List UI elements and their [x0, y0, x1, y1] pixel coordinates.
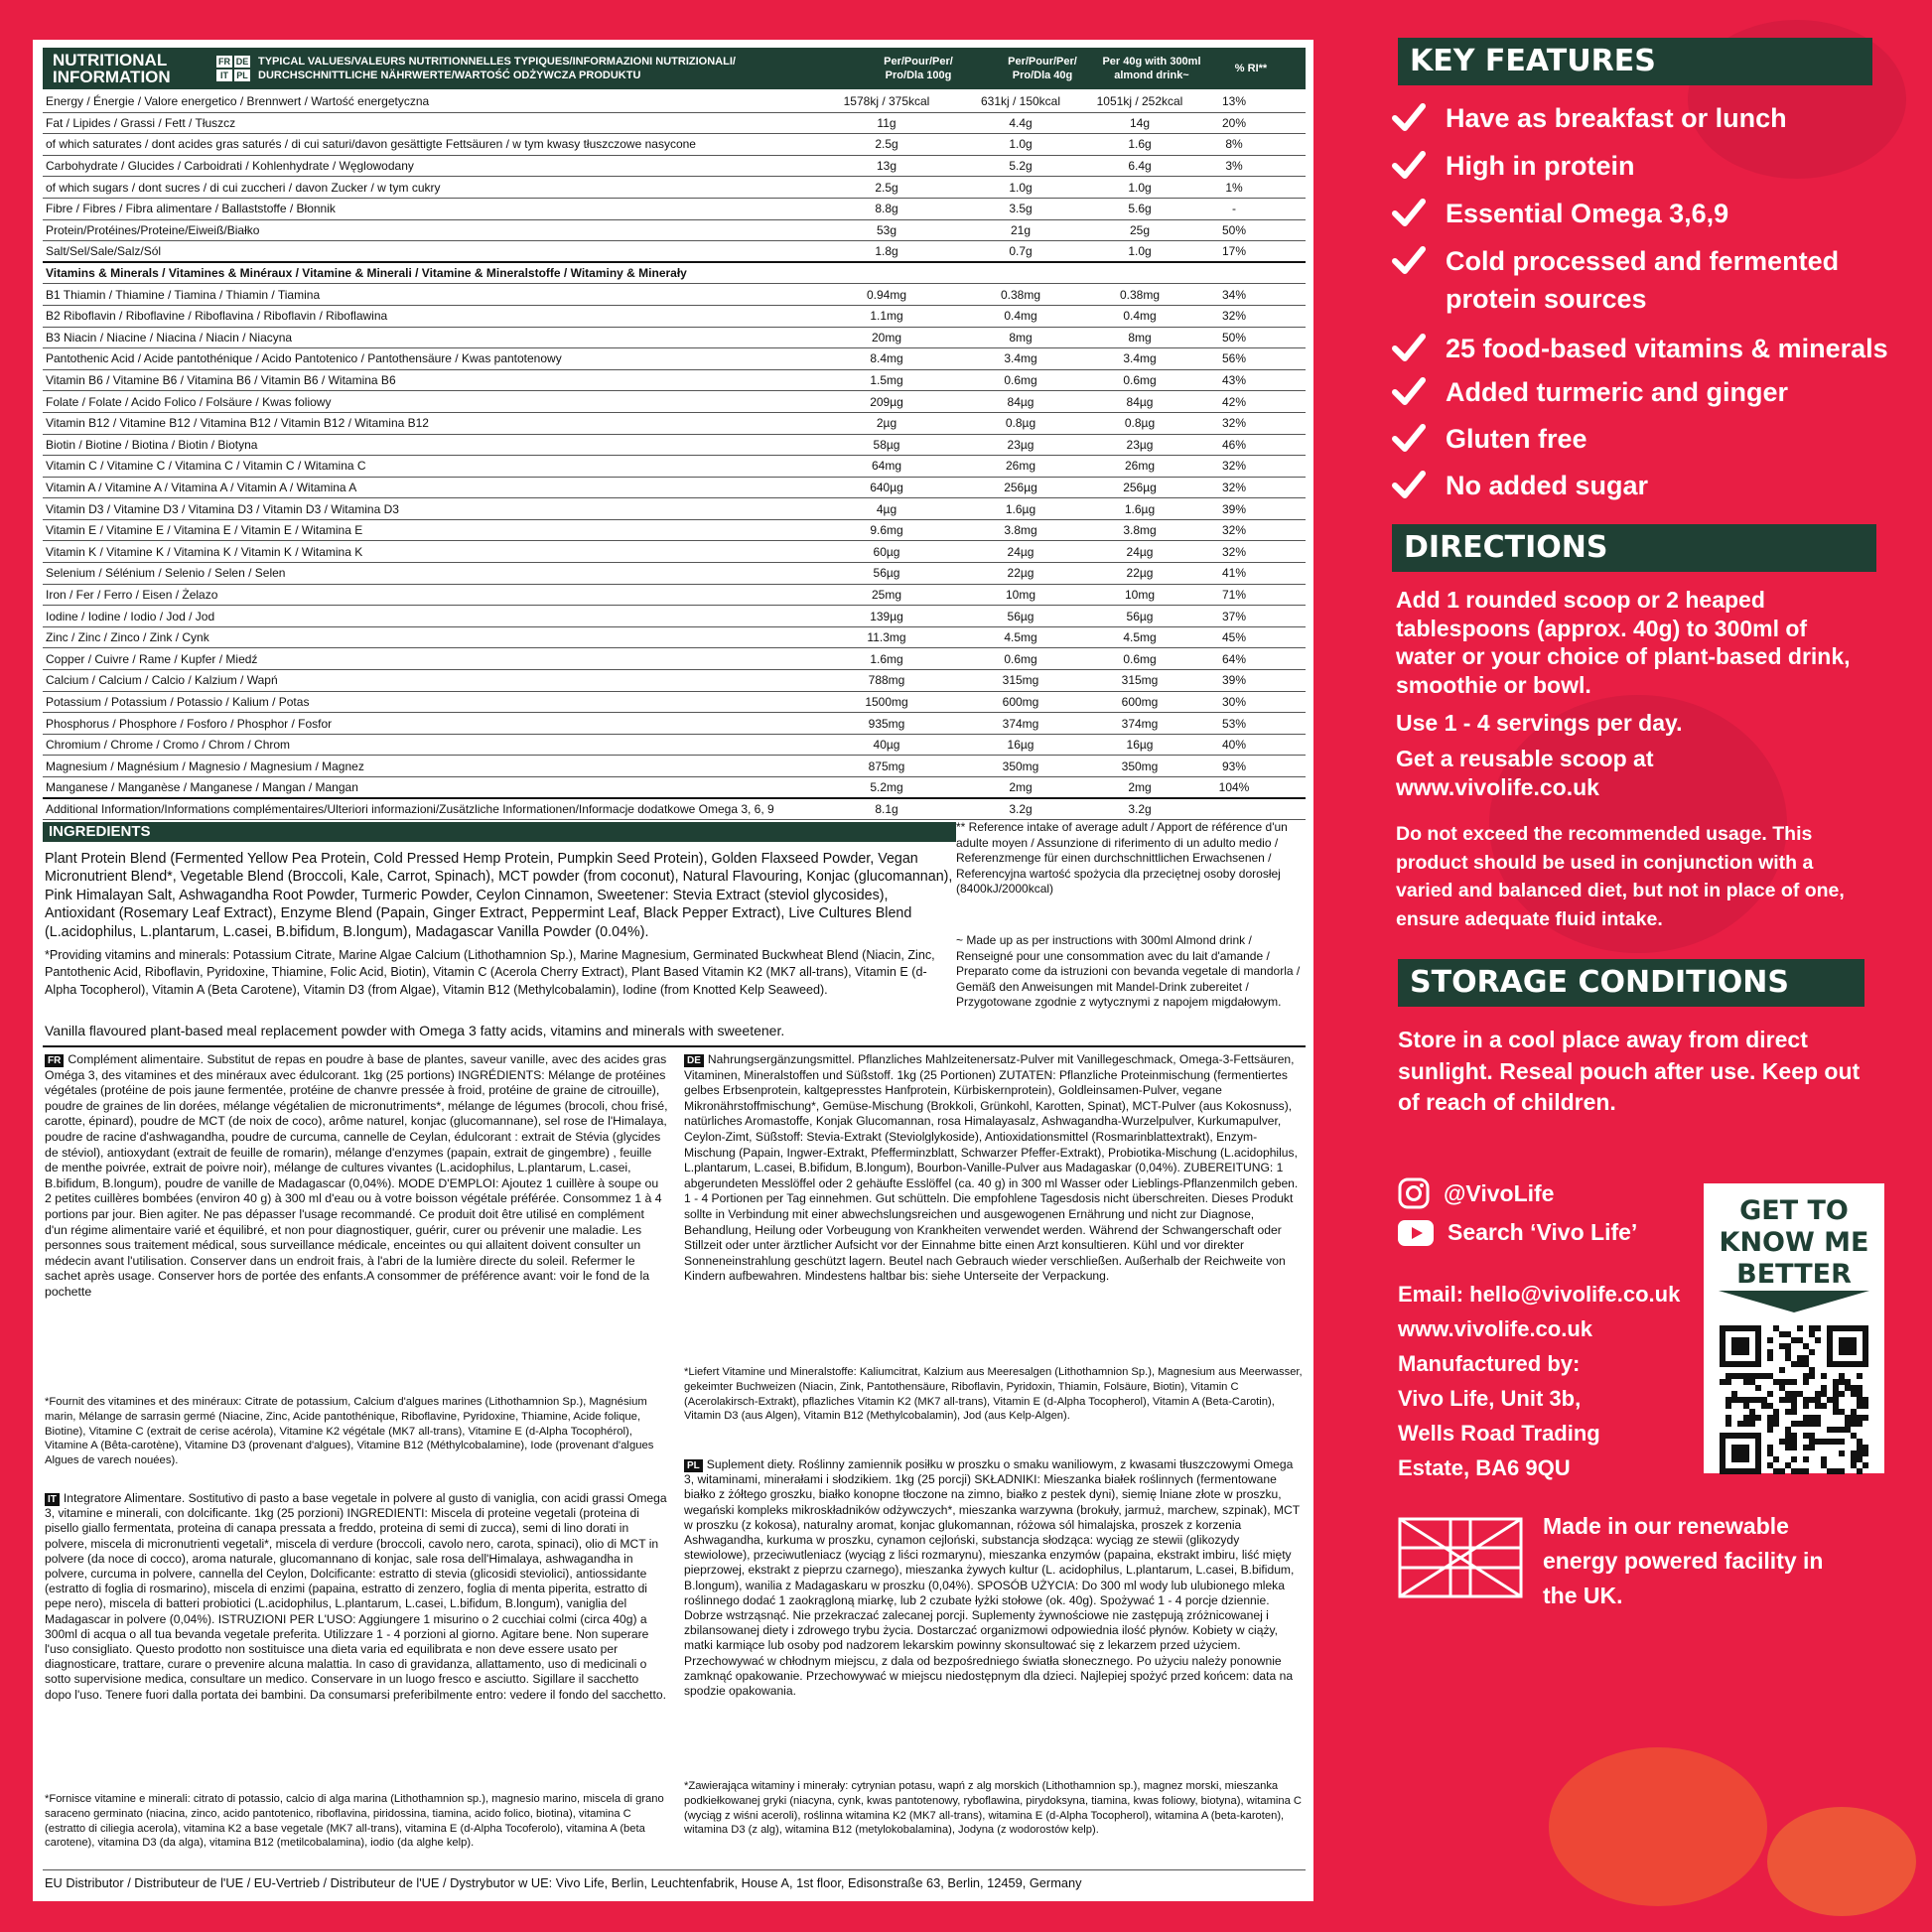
nutrient-value: 0.8µg [1005, 416, 1036, 431]
union-jack-icon [1398, 1517, 1523, 1598]
contact-block [1398, 1277, 1680, 1485]
nutrient-value: - [1232, 202, 1236, 216]
nutrient-value: 1500mg [865, 694, 908, 709]
german-section: DE Nahrungsergänzungsmittel. Pflanzliches Mahlzeitenersatz-Pulver mit Vanillegeschmack, Omega-3-Fettsäuren, Vitaminen, Mineralstoffen und Süßstoff. 1kg (25 Portionen) ZUTATEN: Pflanzliche Proteinmischung (fermentiertes gelbes Erbsenprotein, kaltgepresstes Hanfprotein, Kürbiskernprotein), Goldleinsamen-Pulver, vegane Mikronährstoffmischung*, Gemüse-Mischung (Brokkoli, Grünkohl, Karotten, Spinat), MCT-Pulver (aus Kokosnuss), natürliches Aromastoffe, Konjak Glucomannan, rosa Himalayasalz, Ashwagandha-Wurzelpulver, Kurkumapulver, Ceylon-Zimt, Süßstoff: Stevia-Extrakt (Steviolglykoside), Antioxidationsmittel (Rosmarinblattextrakt), Enzym-Mischung (Papain, Ingwer-Extrakt, Pfefferminzblatt, Schwarzer Pfeffer-Extrakt), Probiotika-Mischung (L.acidophilus, L.plantarum, L.casei, B.bifidum, B.longum), Bourbon-Vanille-Pulver aus Madagaskar (0,04%). ZUBEREITUNG: 1 abgerundeten Messlöffel oder 2 gehäufte Esslöffel (ca. 40 g) in 300 ml Wasser oder Lieblings-Pflanzenmilch geben. 1 - 4 Portionen per Tag einnehmen. Gut schütteln. Die empfohlene Tagesdosis nicht überschreiten. Dieses Produkt sollte in Verbindung mit einer abwechslungsreichen und ausgewogenen Ernährung und nicht zur Diagnose, Behandlung, Heilung oder Vorbeugung von Krankheiten verwendet werden. Während der Schwangerschaft oder Stillzeit oder unter ärztlicher Aufsicht vor der Einnahme bitte einen Arzt konsultieren. Kühl und vor direkter Sonneneinstrahlung geschützt lagern. Beutel nach Gebrauch wieder verschließen. Außerhalb der Reichweite von Kindern aufbewahren. Mindestens haltbar bis: siehe Unterseite der Verpackung. [684, 1052, 1299, 1284]
nutrient-value: 600mg [1121, 694, 1159, 709]
made-in-uk-text: Made in our renewable energy powered facility in the UK. [1543, 1513, 1824, 1608]
col-header-ri: % RI** [1234, 63, 1268, 74]
lang-pl: PL [234, 69, 250, 81]
nutrient-value: 43% [1221, 373, 1247, 388]
nutrient-value: 3% [1225, 159, 1243, 174]
nutrient-label: Magnesium / Magnésium / Magnesio / Magnesium / Magnez [46, 759, 364, 773]
nutrient-value: 56% [1221, 351, 1247, 366]
nutrition-title: NUTRITIONAL INFORMATION [53, 51, 171, 86]
nutrient-value: 64mg [871, 459, 902, 474]
servings-text: Use 1 - 4 servings per day. [1396, 710, 1683, 736]
nutrition-row [43, 306, 1306, 328]
nutrient-value: 17% [1221, 243, 1247, 258]
nutrient-value: 5.6g [1128, 202, 1152, 216]
nutrition-row [43, 670, 1306, 692]
nutrient-value: 30% [1221, 694, 1247, 709]
youtube-icon [1398, 1220, 1434, 1246]
directions-heading: DIRECTIONS [1392, 524, 1876, 572]
nutrition-row [43, 756, 1306, 777]
nutrient-label: Calcium / Calcium / Calcio / Kalzium / Wapń [46, 673, 278, 688]
check-icon [1392, 471, 1426, 500]
nutrient-value: 24µg [1126, 544, 1154, 559]
nutrition-row [43, 692, 1306, 714]
vanilla-description: Vanilla flavoured plant-based meal replacement powder with Omega 3 fatty acids, vitamins and minerals with sweetener. [45, 1023, 785, 1038]
nutrient-label: Selenium / Sélénium / Selenio / Selen / Selen [46, 566, 286, 581]
nutrition-row [43, 263, 1306, 285]
nutrient-value: 0.6mg [1123, 373, 1157, 388]
nutrient-value: 1.6g [1128, 137, 1152, 152]
nutrient-label: Fat / Lipides / Grassi / Fett / Tłuszcz [46, 115, 236, 130]
nutrition-row [43, 606, 1306, 627]
background-splash [1767, 1807, 1916, 1916]
nutrient-value: 8.8g [875, 202, 898, 216]
directions-text: Add 1 rounded scoop or 2 heaped tablespoons (approx. 40g) to 300ml of water or your choice of plant-based drink, smoothie or bowl. [1396, 587, 1851, 698]
nutrition-row [43, 391, 1306, 413]
nutrient-value: 14g [1129, 115, 1151, 130]
nutrient-label: Vitamin B6 / Vitamine B6 / Vitamina B6 / Vitamin B6 / Witamina B6 [46, 373, 396, 388]
lang-de: DE [235, 57, 249, 67]
german-providing: *Liefert Vitamine und Mineralstoffe: Kaliumcitrat, Kalzium aus Meeresalgen (Lithothamnion Sp.), Magnesium aus Meerwasser, gekeimter Buchweizen (Niacin, Zink, Pantothensäure, Riboflavin, Pyridoxin, Thiamin, Folsäure, Biotin), Vitamin C (Acerolakirsch-Extrakt), pflazliches Vitamin K2 (MK7 all-trans), Vitamin E (d-Alpha Tocopherol), Vitamin A (Beta-Carotin), Vitamin D3 (aus Algen), Vitamin B12 (Methylcobalamin), Jod (aus Kelp-Algen). [684, 1366, 1303, 1423]
nutrient-value: 640µg [870, 480, 903, 494]
nutrient-value: 1.6µg [1124, 501, 1156, 516]
nutrient-value: 40µg [873, 738, 900, 753]
nutrient-value: 631kj / 150kcal [980, 94, 1061, 109]
nutrient-value: 1% [1225, 180, 1243, 195]
nutrient-value: 37% [1221, 609, 1247, 623]
scoop-text: Get a reusable scoop at www.vivolife.co.uk [1396, 746, 1654, 800]
nutrient-value: 3.4mg [1004, 351, 1037, 366]
manufactured-by: Manufactured by: [1398, 1351, 1581, 1376]
nutrient-label: B3 Niacin / Niacine / Niacina / Niacin / Niacyna [46, 330, 293, 345]
nutrition-row [43, 199, 1306, 220]
address-line: Wells Road Trading [1398, 1421, 1600, 1446]
key-feature-label: Cold processed and fermented protein sources [1446, 246, 1840, 314]
nutrient-value: 39% [1221, 501, 1247, 516]
nutrient-value: 256µg [1123, 480, 1157, 494]
nutrition-row [43, 478, 1306, 499]
almond-drink-note: ~ Made up as per instructions with 300ml Almond drink / Renseigné pour une consommation avec du lait d'amande / Preparato come da istruzioni con bevanda vegetale di mandorla / Gemäß den Anweisungen mit Mandel-Drink zubereitet / Przygotowane zgodnie z wytycznymi z napojem migdałowym. [956, 933, 1301, 1009]
nutrient-value: 8.1g [875, 801, 898, 816]
nutrition-row [43, 348, 1306, 370]
nutrition-row [43, 370, 1306, 392]
key-feature-item [1392, 99, 1888, 137]
col-header-100g: Per/Pour/Per/ Pro/Dla 100g [884, 56, 953, 81]
nutrient-value: 8mg [1128, 330, 1152, 345]
nutrient-value: 1051kj / 252kcal [1096, 94, 1183, 109]
nutrient-label: Copper / Cuivre / Rame / Kupfer / Miedź [46, 651, 258, 666]
lang-tag-it: IT [45, 1493, 60, 1506]
nutrition-row [43, 799, 1306, 821]
nutrient-label: Vitamin E / Vitamine E / Vitamina E / Vitamin E / Witamina E [46, 523, 363, 538]
nutrient-value: 84µg [1126, 394, 1154, 409]
nutrient-value: 42% [1221, 394, 1247, 409]
qr-card[interactable] [1704, 1183, 1884, 1473]
key-feature-item [1392, 467, 1888, 504]
nutrition-row [43, 284, 1306, 306]
nutrition-row [43, 113, 1306, 135]
nutrient-value: 53% [1221, 716, 1247, 731]
storage-heading: STORAGE CONDITIONS [1398, 959, 1864, 1007]
nutrient-value: 4µg [876, 501, 897, 516]
key-feature-label: Gluten free [1446, 424, 1587, 454]
nutrient-value: 374mg [1002, 716, 1039, 731]
nutrient-value: 46% [1221, 437, 1247, 452]
nutrient-value: 2mg [1128, 779, 1152, 794]
key-feature-label: Added turmeric and ginger [1446, 377, 1789, 407]
nutrient-value: 26mg [1005, 459, 1036, 474]
nutrient-label: B1 Thiamin / Thiamine / Tiamina / Thiamin / Tiamina [46, 287, 321, 302]
nutrient-value: 256µg [1004, 480, 1037, 494]
nutrient-value: 1.0g [1009, 180, 1033, 195]
nutrient-value: 45% [1221, 630, 1247, 645]
made-in-uk [1398, 1509, 1841, 1613]
nutrient-value: 10mg [1005, 587, 1036, 602]
check-icon [1392, 151, 1426, 181]
nutrition-header [43, 48, 1306, 89]
nutrient-value: 1.1mg [870, 309, 903, 324]
storage-text: Store in a cool place away from direct sunlight. Reseal pouch after use. Keep out of reach of children. [1398, 1027, 1861, 1115]
nutrient-value: 3.2g [1009, 801, 1033, 816]
nutrition-row [43, 241, 1306, 263]
nutrient-value: 139µg [870, 609, 903, 623]
check-icon [1392, 199, 1426, 228]
key-feature-item [1392, 373, 1888, 411]
nutrient-label: Salt/Sel/Sale/Salz/Sól [46, 243, 162, 258]
nutrient-value: 2µg [876, 416, 897, 431]
nutrient-value: 788mg [868, 673, 905, 688]
nutrient-value: 600mg [1002, 694, 1039, 709]
nutrient-value: 6.4g [1128, 159, 1152, 174]
key-feature-item [1392, 147, 1888, 185]
nutrient-value: 3.2g [1128, 801, 1152, 816]
nutrition-row [43, 498, 1306, 520]
nutrition-row [43, 134, 1306, 156]
nutrient-value: 5.2mg [870, 779, 903, 794]
polish-providing: *Zawierająca witaminy i minerały: cytrynian potasu, wapń z alg morskich (Lithothamnion sp.), magnez morski, mieszanka podkiełkowanej gryki (niacyna, cynk, kwas pantotenowy, ryboflawina, pirydoksyna, tiamina, kwas foliowy, biotyna), witamina C (wyciąg z wiśni aceroli), roślinna witamina K2 (MK7 all-trans), witamina E (d-Alpha Tocopherol), witamina A (beta-karoten), witamina D3 (z alg), witamina B12 (metylokobalamina), Jodyna (z wodorostów kelp). [684, 1780, 1303, 1837]
nutrient-value: 315mg [1121, 673, 1159, 688]
nutrient-label: Additional Information/Informations complémentaires/Ulteriori informazioni/Zusätzliche Informationen/Informacje dodatkowe Omega 3, 6, 9 [46, 801, 774, 816]
nutrition-row [43, 177, 1306, 199]
key-feature-item [1392, 242, 1859, 318]
nutrient-value: 21g [1010, 222, 1032, 237]
nutrient-label: Protein/Protéines/Proteine/Eiweiß/Białko [46, 222, 260, 237]
nutrient-label: Iodine / Iodine / Iodio / Jod / Jod [46, 609, 215, 623]
nutrient-value: 1.0g [1128, 243, 1152, 258]
nutrient-value: 2.5g [875, 180, 898, 195]
lang-tag-pl: PL [684, 1459, 703, 1472]
nutrient-value: 350mg [1121, 759, 1159, 773]
italian-section: IT Integratore Alimentare. Sostitutivo di pasto a base vegetale in polvere al gusto di vaniglia, con acidi grassi Omega 3, vitamine e minerali, con dolcificante. 1kg (25 porzioni) INGREDIENTI: Miscela di proteine vegetali (proteina di pisello giallo fermentata, proteina di canapa pressata a freddo, proteina di semi di zucca), semi di lino dorati in polvere, miscela di micronutrienti vegetali*, miscela di verdure (broccoli, cavolo nero, carota, spinaci), olio di MCT in polvere (da noce di cocco), aroma naturale, glucomannano di konjac, sale rosa dell'Himalaya, ashwagandha in polvere, curcuma in polvere, cannella del Ceylon, Dolcificante: estratto di stevia (glicosidi steviolici), antiossidante (estratto di foglia di rosmarino), miscela di enzimi (papaina, estratto di zenzero, foglia di menta piperita, estratto di pepe nero), miscela di batteri probiotici (L.acidophilus, L.plantarum, L.casei, L.bifidum, B.longum), vaniglia del Madagascar in polvere (0,04%). ISTRUZIONI PER L'USO: Aggiungere 1 misurino o 2 cucchiai colmi (circa 40g) a 300ml di acqua o all tua bevanda vegetale preferita. Utilizzare 1 - 4 porzioni al giorno. Agitare bene. Non superare l'uso consigliato. Questo prodotto non sostituisce una dieta varia ed equilibrata e non deve essere usato per diagnosticare, trattare, curare o prevenire alcuna malattia. In caso di gravidanza, allattamento, uso di medicinali o sotto supervisione medica, consultare un medico. Conservare in un luogo fresco e asciutto. Sigillare il sacchetto dopo l'uso. Tenere fuori dalla portata dei bambini. Da consumarsi preferibilmente entro: vedere il fondo del sacchetto. [45, 1491, 667, 1702]
nutrient-value: 56µg [1126, 609, 1154, 623]
key-feature-item [1392, 420, 1888, 458]
nutrient-value: 0.38mg [1000, 287, 1041, 302]
col-header-40g-almond: Per 40g with 300ml almond drink~ [1102, 56, 1201, 81]
address-line: Vivo Life, Unit 3b, [1398, 1386, 1582, 1411]
nutrient-value: 4.5mg [1004, 630, 1037, 645]
nutrition-row [43, 541, 1306, 563]
nutrition-row [43, 627, 1306, 649]
nutrient-value: 20mg [871, 330, 902, 345]
providing-text: *Providing vitamins and minerals: Potassium Citrate, Marine Algae Calcium (Lithothamnion Sp.), Marine Magnesium, Germinated Buckwheat Blend (Niacin, Zinc, Pantothenic Acid, Riboflavin, Pyridoxine, Thiamine, Folic Acid, Biotin), Vitamin C (Acerola Cherry Extract), Plant Based Vitamin K2 (MK7 all-trans), Vitamin E (d-Alpha Tocopherol), Vitamin A (Beta Carotene), Vitamin D3 (from Algae), Vitamin B12 (Methylcobalamin), Iodine (from Knotted Kelp Seaweed). [45, 948, 935, 997]
nutrient-label: Energy / Énergie / Valore energetico / Brennwert / Wartość energetyczna [46, 94, 430, 109]
nutrient-value: 8% [1225, 137, 1243, 152]
nutrient-value: 41% [1221, 566, 1247, 581]
nutrient-value: 0.4mg [1004, 309, 1037, 324]
nutrient-value: 32% [1221, 309, 1247, 324]
email-link[interactable]: Email: hello@vivolife.co.uk [1398, 1282, 1681, 1307]
nutrient-value: 4.4g [1009, 115, 1033, 130]
nutrition-row [43, 456, 1306, 478]
language-flags [216, 56, 250, 81]
ingredients-heading: INGREDIENTS [43, 822, 956, 842]
nutrition-row [43, 777, 1306, 799]
key-feature-label: Have as breakfast or lunch [1446, 103, 1787, 133]
nutrient-value: 11.3mg [867, 630, 906, 645]
nutrient-value: 0.38mg [1119, 287, 1161, 302]
nutrient-value: 23µg [1007, 437, 1035, 452]
french-section: FR Complément alimentaire. Substitut de repas en poudre à base de plantes, saveur vanille, avec des acides gras Oméga 3, des vitamines et des minéraux avec édulcorant. 1kg (25 portions) INGRÉDIENTS: Mélange de protéines végétales (protéine de pois jaune fermentée, protéine de chanvre pressée à froid, protéine de graine de citrouille), poudre de graines de lin dorées, mélange végétalien de micronutriments*, mélange de légumes (brocoli, chou frisé, carotte, épinard), poudre de MCT (de noix de coco), arôme naturel, konjac (glucomannane), sel rose de l'Himalaya, poudre de racine d'ashwagandha, poudre de curcuma, cannelle de Ceylan, édulcorant : extrait de Stévia (glycides de stéviol), antioxydant (extrait de feuille de romarin), mélange d'enzymes (papain, extrait de gingembre) , feuille de menthe poivrée, extrait de poivre noir), mélange de cultures vivantes (L.acidophilus, L.plantarum, L.casei, B.bifidum, B.longum), poudre de vanille de Madagascar (0,04%). MODE D'EMPLOI: Ajoutez 1 cuillère à soupe ou 2 petites cuillères bombées (environ 40 g) à 300 ml d'eau ou à votre boisson végétale préférée. Consommez 1 à 4 portions par jour. Bien agiter. Ne pas dépasser l'usage recommandé. Ce produit doit être utilisé en complément d'un régime alimentaire varié et équilibré, et non pour diagnostiquer, guérir, curer ou prévenir une maladie. Les personnes sous traitement médical, sous surveillance médicale, enceintes ou qui allaitent doivent consulter un médecin avant l'utilisation. Conserver dans un endroit frais, à l'abri de la lumière directe du soleil. Refermer le sachet après usage. Conserver hors de portée des enfants.A consommer de préférence avant: voir le fond de la pochette [45, 1052, 668, 1299]
typical-values-heading: TYPICAL VALUES/VALEURS NUTRITIONNELLES TYPIQUES/INFORMAZIONI NUTRIZIONALI/ DURCHSCHNITTLICHE NÄHRWERTE/WARTOŚĆ ODŻYWCZA PRODUKTU [258, 56, 736, 81]
nutrient-value: 64% [1221, 651, 1247, 666]
arrow-down-icon [1719, 1291, 1869, 1312]
nutrient-value: 104% [1218, 779, 1250, 794]
nutrient-value: 26mg [1124, 459, 1156, 474]
nutrient-value: 0.6mg [1004, 651, 1037, 666]
nutrient-value: 32% [1221, 480, 1247, 494]
nutrient-label: Fibre / Fibres / Fibra alimentare / Ballaststoffe / Błonnik [46, 202, 336, 216]
nutrient-label: Vitamin A / Vitamine A / Vitamina A / Vitamin A / Witamina A [46, 480, 357, 494]
usage-warning: Do not exceed the recommended usage. This product should be used in conjunction with a varied and balanced diet, but not in place of one, ensure adequate fluid intake. [1396, 823, 1845, 930]
nutrient-value: 10mg [1124, 587, 1156, 602]
nutrient-label: Vitamins & Minerals / Vitamines & Minéraux / Vitamine & Minerali / Vitamine & Mineralstoffe / Witaminy & Minerały [46, 266, 687, 281]
nutrient-value: 53g [876, 222, 897, 237]
nutrition-row [43, 563, 1306, 585]
nutrient-value: 1.0g [1128, 180, 1152, 195]
french-providing: *Fournit des vitamines et des minéraux: Citrate de potassium, Calcium d'algues marines (Lithothamnion Sp.), Magnésium marin, Mélange de sarrasin germé (Niacine, Zinc, Acide pantothénique, Riboflavine, Pyridoxine, Thiamine, Acide folique, Biotine), Vitamine C (extrait de cerise acérola), Vitamine K2 végétale (MK7 all-trans), Vitamine E (d-Alpha Tocophérol), Vitamine A (Bêta-carotène), Vitamine D3 (provenant d'algues), Vitamine B12 (Méthylcobalamine), Iode (provenant d'algues Algues de varech nouées). [45, 1396, 654, 1467]
youtube-link[interactable]: Search ‘Vivo Life’ [1398, 1219, 1637, 1246]
key-feature-label: High in protein [1446, 151, 1635, 181]
nutrient-value: 32% [1221, 416, 1247, 431]
nutrient-value: 32% [1221, 523, 1247, 538]
check-icon [1392, 424, 1426, 454]
instagram-icon [1398, 1177, 1430, 1209]
check-icon [1392, 103, 1426, 133]
eu-distributor: EU Distributor / Distributeur de l'UE / EU-Vertrieb / Distributeur de l'UE / Dystrybutor w UE: Vivo Life, Berlin, Leuchtenfabrik, House A, 1st floor, Edisonstraße 63, Berlin, 12459, Germany [45, 1875, 1082, 1890]
nutrient-label: of which sugars / dont sucres / di cui zuccheri / davon Zucker / w tym cukry [46, 180, 441, 195]
nutrition-row [43, 220, 1306, 242]
nutrient-value: 56µg [873, 566, 900, 581]
nutrient-label: Chromium / Chrome / Cromo / Chrom / Chrom [46, 738, 291, 753]
italian-providing: *Fornisce vitamine e minerali: citrato di potassio, calcio di alga marina (Lithothamnion sp.), magnesio marino, miscela di grano saraceno germinato (niacina, zinco, acido pantotenico, riboflavina, piridossina, tiamina, acido folico, biotina), vitamina C (estratto di ciliegia acerola), vitamina K2 a base vegetale (MK7 all-trans), vitamina E (d-Alpha Tocoferolo), vitamina A (beta carotene), vitamina D3 (da alga), vitamina B12 (metilcobalamina), iodio (da alghe kelp). [45, 1793, 664, 1850]
nutrient-value: 50% [1221, 330, 1247, 345]
nutrition-row [43, 435, 1306, 457]
nutrient-value: 39% [1221, 673, 1247, 688]
nutrient-label: Manganese / Manganèse / Manganese / Mangan / Mangan [46, 779, 358, 794]
nutrient-value: 0.8µg [1124, 416, 1156, 431]
nutrient-value: 23µg [1126, 437, 1154, 452]
nutrient-value: 5.2g [1009, 159, 1033, 174]
reference-intake-note: ** Reference intake of average adult / Apport de référence d'un adulte moyen / Assunzione di riferimento di un adulto medio / Referenzmenge für einen durchschnittlichen Erwachsenen / Referencyjna wartość spożycia dla przeciętnej osoby dorosłej (8400kJ/2000kcal) [956, 820, 1288, 896]
nutrient-value: 4.5mg [1123, 630, 1157, 645]
instagram-link[interactable]: @VivoLife [1398, 1177, 1554, 1209]
key-feature-label: No added sugar [1446, 471, 1649, 500]
nutrition-row [43, 91, 1306, 113]
nutrient-label: Phosphorus / Phosphore / Fosforo / Phosphor / Fosfor [46, 716, 333, 731]
nutrition-row [43, 520, 1306, 542]
nutrient-value: 16µg [1126, 738, 1154, 753]
divider [43, 1045, 1306, 1047]
nutrition-row [43, 713, 1306, 735]
nutrient-value: 71% [1221, 587, 1247, 602]
nutrient-label: of which saturates / dont acides gras saturés / di cui saturi/davon gesättigte Fettsäuren / w tym kwasy tłuszczowe nasycone [46, 137, 696, 152]
key-feature-label: 25 food-based vitamins & minerals [1446, 334, 1888, 363]
nutrient-value: 0.6mg [1123, 651, 1157, 666]
nutrient-label: Vitamin D3 / Vitamine D3 / Vitamina D3 / Vitamin D3 / Witamina D3 [46, 501, 399, 516]
polish-section: PL Suplement diety. Roślinny zamiennik posiłku w proszku o smaku waniliowym, z kwasami tłuszczowymi Omega 3, witaminami, minerałami i słodzikiem. 1kg (25 porcji) SKŁADNIKI: Mieszanka białek roślinnych (fermentowane białko z żółtego groszku, białko konopne tłoczone na zimno, białko z pestek dyni), siemię lniane złote w proszku, wegański kompleks mikroskładników odżywczych*, mieszanka warzywna (brokuły, jarmuż, marchew, szpinak), MCT w proszku (z kokosa), naturalny aromat, konjac glukomannan, różowa sól himalajska, proszek z korzenia Ashwagandha, kurkuma w proszku, cynamon cejloński, substancja słodząca: wyciąg ze stewii (glikozydy stewiolowe), przeciwutleniacz (wyciąg z liści rozmarynu), mieszanka enzymów (papaina, ekstrakt imbiru, liść mięty pieprzowej, ekstrakt z pieprzu czarnego), mieszanka żywych kultur (L. acidophilus, L.plantarum, L.casei, B.bifidum, B.longum), wanilia z Madagaskaru w proszku (0,04%). SPOSÓB UŻYCIA: Do 300 ml wody lub ulubionego mleka roślinnego dodać 1 zaokrągloną miarkę, lub 2 czubate łyżki stołowe (ok. 40g). Spożywać 1 - 4 porcje dziennie. Dobrze wstrząsnąć. Nie przekraczać zalecanej porcji. Suplementy żywnościowe nie zastępują zróżnicowanej i zbilansowanej diety i zdrowego trybu życia. Dostarczać organizmowi odpowiednia ilość płynów. Kobiety w ciąży, matki karmiące lub osoby pod nadzorem lekarskim powinny skonsultować się z lekarzem przed użyciem. Przechowywać w chłodnym miejscu, z dala od bezpośredniego światła słonecznego. Po użyciu należy ponownie zamknąć opakowanie. Przechowywać w miejscu niedostępnym dla dzieci. Najlepiej spożyć przed końcem: data na spodzie opakowania. [684, 1457, 1300, 1699]
nutrient-value: 32% [1221, 459, 1247, 474]
nutrient-value: 13g [876, 159, 897, 174]
nutrition-row [43, 735, 1306, 757]
nutrient-value: 32% [1221, 544, 1247, 559]
lang-tag-fr: FR [45, 1054, 64, 1067]
divider [43, 1869, 1306, 1870]
nutrient-value: 209µg [870, 394, 903, 409]
check-icon [1392, 334, 1426, 363]
nutrient-value: 3.8mg [1004, 523, 1037, 538]
nutrient-label: Iron / Fer / Ferro / Eisen / Żelazo [46, 587, 218, 602]
nutrient-value: 40% [1221, 738, 1247, 753]
nutrient-value: 0.94mg [866, 287, 907, 302]
nutrient-value: 24µg [1007, 544, 1035, 559]
nutrient-value: 34% [1221, 287, 1247, 302]
nutrient-value: 84µg [1007, 394, 1035, 409]
col-header-40g: Per/Pour/Per/ Pro/Dla 40g [1008, 56, 1077, 81]
nutrient-label: Vitamin K / Vitamine K / Vitamina K / Vitamin K / Witamina K [46, 544, 363, 559]
background-splash [1549, 1747, 1767, 1906]
nutrition-label-panel [33, 40, 1313, 1901]
lang-fr: FR [218, 57, 230, 67]
nutrition-row [43, 156, 1306, 178]
nutrition-row [43, 585, 1306, 607]
nutrient-value: 315mg [1002, 673, 1039, 688]
nutrient-value: 13% [1221, 94, 1247, 109]
nutrient-value: 0.7g [1009, 243, 1033, 258]
nutrient-label: Potassium / Potassium / Potassio / Kalium / Potas [46, 694, 310, 709]
nutrient-label: Carbohydrate / Glucides / Carboidrati / Kohlenhydrate / Węglowodany [46, 159, 414, 174]
nutrient-value: 2mg [1009, 779, 1033, 794]
nutrient-value: 25mg [871, 587, 902, 602]
nutrient-value: 3.8mg [1123, 523, 1157, 538]
nutrient-value: 1.8g [875, 243, 898, 258]
nutrient-value: 3.4mg [1123, 351, 1157, 366]
address-line: Estate, BA6 9QU [1398, 1455, 1571, 1480]
nutrient-value: 0.4mg [1123, 309, 1157, 324]
nutrient-value: 935mg [868, 716, 905, 731]
nutrient-value: 374mg [1121, 716, 1159, 731]
key-feature-label: Essential Omega 3,6,9 [1446, 199, 1729, 228]
nutrient-value: 1.6mg [870, 651, 903, 666]
key-feature-item [1392, 195, 1888, 232]
nutrient-value: 8.4mg [870, 351, 903, 366]
nutrient-value: 1.0g [1009, 137, 1033, 152]
nutrient-value: 93% [1221, 759, 1247, 773]
nutrient-value: 1.6µg [1005, 501, 1036, 516]
nutrient-value: 25g [1129, 222, 1151, 237]
nutrient-value: 350mg [1002, 759, 1039, 773]
nutrient-value: 58µg [873, 437, 900, 452]
nutrient-label: Biotin / Biotine / Biotina / Biotin / Biotyna [46, 437, 258, 452]
ingredients-text: Plant Protein Blend (Fermented Yellow Pea Protein, Cold Pressed Hemp Protein, Pumpkin Seed Protein), Golden Flaxseed Powder, Vegan Micronutrient Blend*, Vegetable Blend (Broccoli, Kale, Carrot, Spinach), MCT powder (from coconut), Natural Flavouring, Konjac (glucomannan), Pink Himalayan Salt, Ashwagandha Root Powder, Turmeric Powder, Ceylon Cinnamon, Sweetener: Stevia Extract (steviol glycosides), Antioxidant (Rosemary Leaf Extract), Enzyme Blend (Papain, Ginger Extract, Peppermint Leaf, Black Pepper Extract), Live Cultures Blend (L.acidophilus, L.plantarum, L.casei, B.bifidum, B.longum), Madagascar Vanilla Powder (0.04%). [45, 851, 953, 940]
nutrition-row [43, 328, 1306, 349]
nutrition-row [43, 413, 1306, 435]
lang-it: IT [216, 69, 232, 81]
nutrient-label: Vitamin B12 / Vitamine B12 / Vitamina B12 / Vitamin B12 / Witamina B12 [46, 416, 429, 431]
nutrient-value: 50% [1221, 222, 1247, 237]
nutrient-value: 56µg [1007, 609, 1035, 623]
lang-tag-de: DE [684, 1054, 704, 1067]
qr-code-icon [1720, 1325, 1868, 1474]
nutrient-value: 1.5mg [870, 373, 903, 388]
nutrient-label: B2 Riboflavin / Riboflavine / Riboflavina / Riboflavin / Riboflawina [46, 309, 388, 324]
nutrient-value: 0.6mg [1004, 373, 1037, 388]
website-link[interactable]: www.vivolife.co.uk [1398, 1316, 1593, 1341]
check-icon [1392, 377, 1426, 407]
nutrient-value: 22µg [1126, 566, 1154, 581]
nutrient-label: Vitamin C / Vitamine C / Vitamina C / Vitamin C / Witamina C [46, 459, 366, 474]
nutrient-value: 16µg [1007, 738, 1035, 753]
check-icon [1392, 246, 1426, 276]
nutrient-value: 1578kj / 375kcal [843, 94, 930, 109]
nutrient-value: 875mg [868, 759, 905, 773]
qr-title: GET TO KNOW ME BETTER [1719, 1195, 1869, 1290]
nutrient-value: 3.5g [1009, 202, 1033, 216]
nutrient-label: Folate / Folate / Acido Folico / Folsäure / Kwas foliowy [46, 394, 332, 409]
nutrient-value: 8mg [1009, 330, 1033, 345]
nutrient-value: 60µg [873, 544, 900, 559]
key-features-heading: KEY FEATURES [1398, 38, 1872, 85]
nutrient-value: 20% [1221, 115, 1247, 130]
nutrition-table [43, 91, 1306, 820]
nutrition-row [43, 648, 1306, 670]
nutrient-value: 22µg [1007, 566, 1035, 581]
nutrient-value: 2.5g [875, 137, 898, 152]
key-feature-item [1392, 330, 1888, 367]
nutrient-label: Zinc / Zinc / Zinco / Zink / Cynk [46, 630, 209, 645]
nutrient-value: 11g [877, 115, 897, 130]
nutrient-label: Pantothenic Acid / Acide pantothénique / Acido Pantotenico / Pantothensäure / Kwas pantotenowy [46, 351, 562, 366]
nutrient-value: 9.6mg [870, 523, 903, 538]
